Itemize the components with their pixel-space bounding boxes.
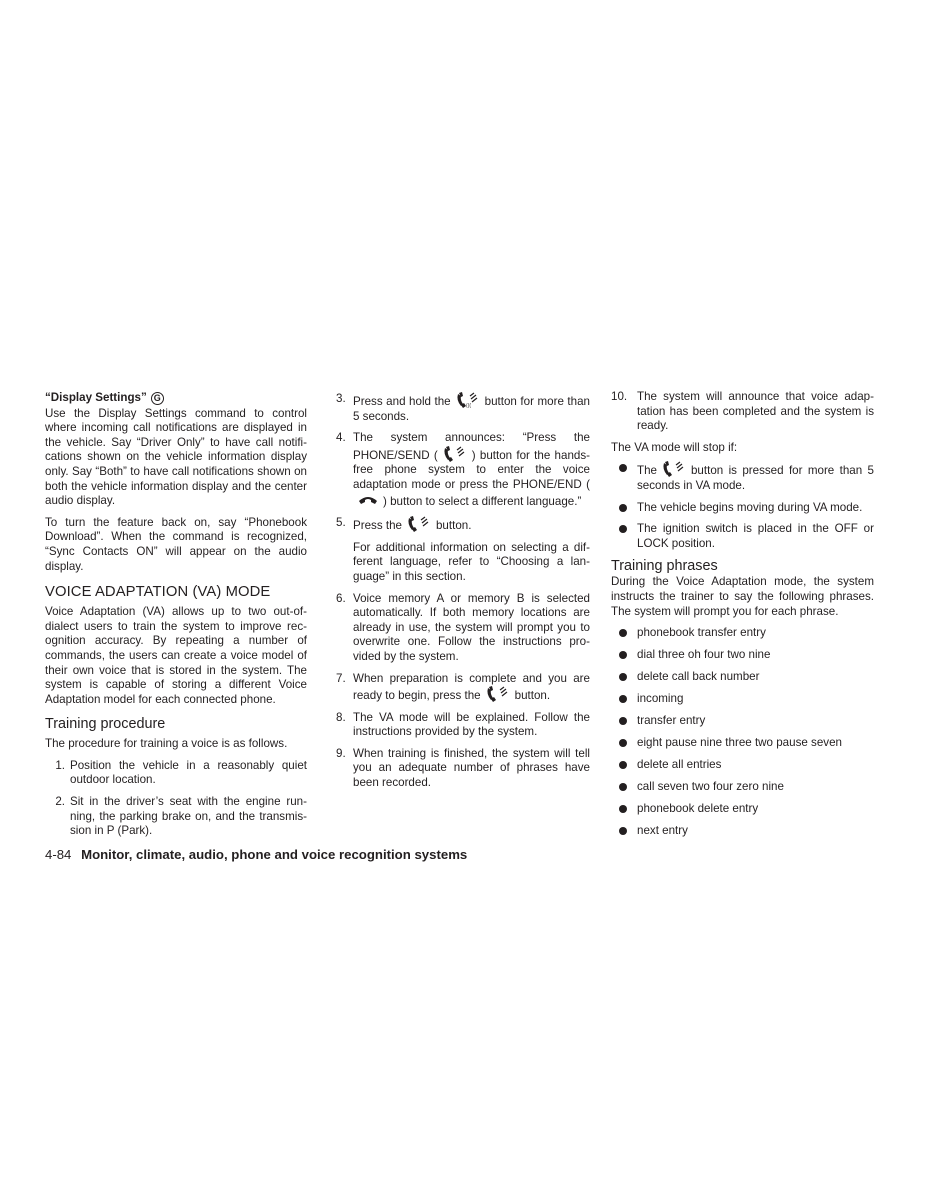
training-phrases-list: [611, 626, 874, 838]
phrase-text: call seven two four zero nine: [637, 780, 784, 794]
phrase-text: phonebook transfer entry: [637, 626, 766, 640]
bullet-text: The ignition switch is placed in the OFF or LOCK position.: [637, 522, 874, 550]
svg-text:(((: (((: [465, 403, 471, 408]
list-item: [611, 692, 874, 707]
va-mode-heading: VOICE ADAPTATION (VA) MODE: [45, 584, 271, 601]
list-item: [611, 802, 874, 817]
phrase-text: delete call back number: [637, 670, 760, 684]
list-item: [611, 824, 874, 839]
step-number: 3.: [336, 392, 346, 405]
bullet-icon: [619, 464, 627, 472]
list-item: [336, 392, 590, 424]
phrase-text: incoming: [637, 692, 684, 706]
step-number: 2.: [55, 795, 65, 809]
training-procedure-heading: Training procedure: [45, 716, 166, 733]
bullet-icon: [619, 651, 627, 659]
phrase-text: next entry: [637, 823, 688, 837]
step-number: 6.: [336, 591, 346, 605]
bullet-icon: [619, 717, 627, 725]
step-number: 4.: [336, 431, 346, 445]
bullet-icon: [619, 504, 627, 512]
bullet-icon: [619, 673, 627, 681]
list-item: [336, 672, 590, 704]
list-item: [45, 759, 307, 788]
list-item: [611, 780, 874, 795]
bullet-icon: [619, 739, 627, 747]
procedure-steps-list-continued-2: [336, 592, 590, 791]
list-item: [611, 648, 874, 663]
list-item: [611, 501, 874, 516]
bullet-icon: [619, 761, 627, 769]
stop-conditions-list: [611, 461, 874, 551]
phrase-text: dial three oh four two nine: [637, 648, 771, 662]
va-intro-paragraph: Voice Adaptation (VA) allows up to two out-of-dialect users to train the system to improve recognition accuracy. By repeating a number of commands, the users can create a voice model of their own voice that is stored in the system. The system is capable of storing a different Voice Adaptation model for each connected phone.: [45, 605, 307, 706]
step-text: When preparation is complete and you are ready to begin, press the button.: [353, 671, 590, 703]
bullet-icon: [619, 629, 627, 637]
phrase-text: eight pause nine three two pause seven: [637, 736, 842, 750]
list-item: [336, 592, 590, 665]
list-item: [336, 516, 590, 534]
step-text: Press and hold the ((( button for more than 5 seconds.: [353, 392, 590, 424]
step-text: Position the vehicle in a reasonably quiet outdoor location.: [70, 758, 307, 787]
display-settings-paragraph-2: To turn the feature back on, say “Phonebook Download”. When the command is recognized, “Sync Contacts ON” will appear on the audio display.: [45, 515, 307, 573]
list-item: [611, 670, 874, 685]
phrase-text: transfer entry: [637, 714, 706, 728]
training-phrases-intro: During the Voice Adaptation mode, the system instructs the trainer to say the following phrases. The system will prompt you for each phrase.: [611, 575, 874, 618]
phrase-text: phonebook delete entry: [637, 802, 759, 815]
step-number: 10.: [611, 390, 628, 403]
phone-send-icon: [455, 392, 481, 408]
phone-send-icon: [485, 686, 511, 702]
procedure-steps-list-continued: [336, 392, 590, 534]
list-item: [611, 626, 874, 641]
list-item: [611, 390, 874, 434]
phone-send-icon: [661, 461, 687, 477]
language-note: For additional information on selecting a different language, refer to “Choosing a language” in this section.: [353, 540, 590, 583]
bullet-icon: [619, 805, 627, 813]
list-item: [611, 461, 874, 493]
step-number: 8.: [336, 710, 346, 724]
right-column: [611, 390, 874, 846]
step-number: 5.: [336, 516, 346, 530]
list-item: [611, 736, 874, 751]
middle-column: [336, 390, 590, 791]
phone-send-icon: [442, 446, 468, 462]
bullet-text: The vehicle begins moving during VA mode.: [637, 500, 863, 514]
step-text: The VA mode will be explained. Follow the instructions provided by the system.: [353, 710, 590, 739]
phone-send-icon: [406, 516, 432, 532]
list-item: [336, 747, 590, 791]
stop-conditions-intro: The VA mode will stop if:: [611, 440, 738, 454]
bullet-text: The button is pressed for more than 5 seconds in VA mode.: [637, 461, 874, 493]
list-item: [611, 522, 874, 551]
list-item: [611, 758, 874, 773]
callout-marker-g: G: [151, 392, 164, 405]
list-item: [336, 711, 590, 740]
display-settings-paragraph-1: Use the Display Settings command to control where incoming call notifications are displayed in the vehicle. Say “Driver Only” to have call notifications shown on the vehicle information display only. Say “Both” to have call notifications shown on both the vehicle information display and the center audio display.: [45, 406, 307, 508]
bullet-icon: [619, 695, 627, 703]
procedure-steps-list-final: [611, 390, 874, 434]
phone-end-icon: [357, 493, 379, 507]
step-text: The system announces: “Press the PHONE/SEND ( ) button for the hands-free phone system to enter the voice adaptation mode or press the PHONE/END () button to select a different language.”: [353, 431, 590, 508]
step-text: When training is finished, the system will tell you an adequate number of phrases have been recorded.: [353, 746, 590, 790]
bullet-icon: [619, 783, 627, 791]
list-item: [336, 431, 590, 509]
step-text: Sit in the driver’s seat with the engine running, the parking brake on, and the transmission in P (Park).: [70, 795, 307, 838]
step-number: 1.: [55, 758, 65, 772]
display-settings-heading: “Display Settings” G: [45, 391, 307, 406]
training-phrases-heading: Training phrases: [611, 558, 718, 575]
phrase-text: delete all entries: [637, 758, 722, 772]
list-item: [45, 795, 307, 839]
step-text: The system will announce that voice adaptation has been completed and the system is ready.: [637, 390, 874, 433]
step-text: Press the button.: [353, 516, 590, 534]
page-footer: [45, 847, 467, 863]
step-text: Voice memory A or memory B is selected automatically. If both memory locations are already in use, the system will prompt you to overwrite one. Follow the instructions provided by the system.: [353, 591, 590, 663]
procedure-steps-list: [45, 759, 307, 839]
page-number: 4-84: [45, 847, 72, 862]
training-procedure-intro: The procedure for training a voice is as follows.: [45, 737, 288, 751]
bullet-icon: [619, 525, 627, 533]
left-column: [45, 390, 307, 839]
step-number: 9.: [336, 746, 346, 760]
list-item: [611, 714, 874, 729]
step-number: 7.: [336, 671, 346, 685]
bullet-icon: [619, 827, 627, 835]
section-title: Monitor, climate, audio, phone and voice recognition systems: [81, 847, 468, 862]
